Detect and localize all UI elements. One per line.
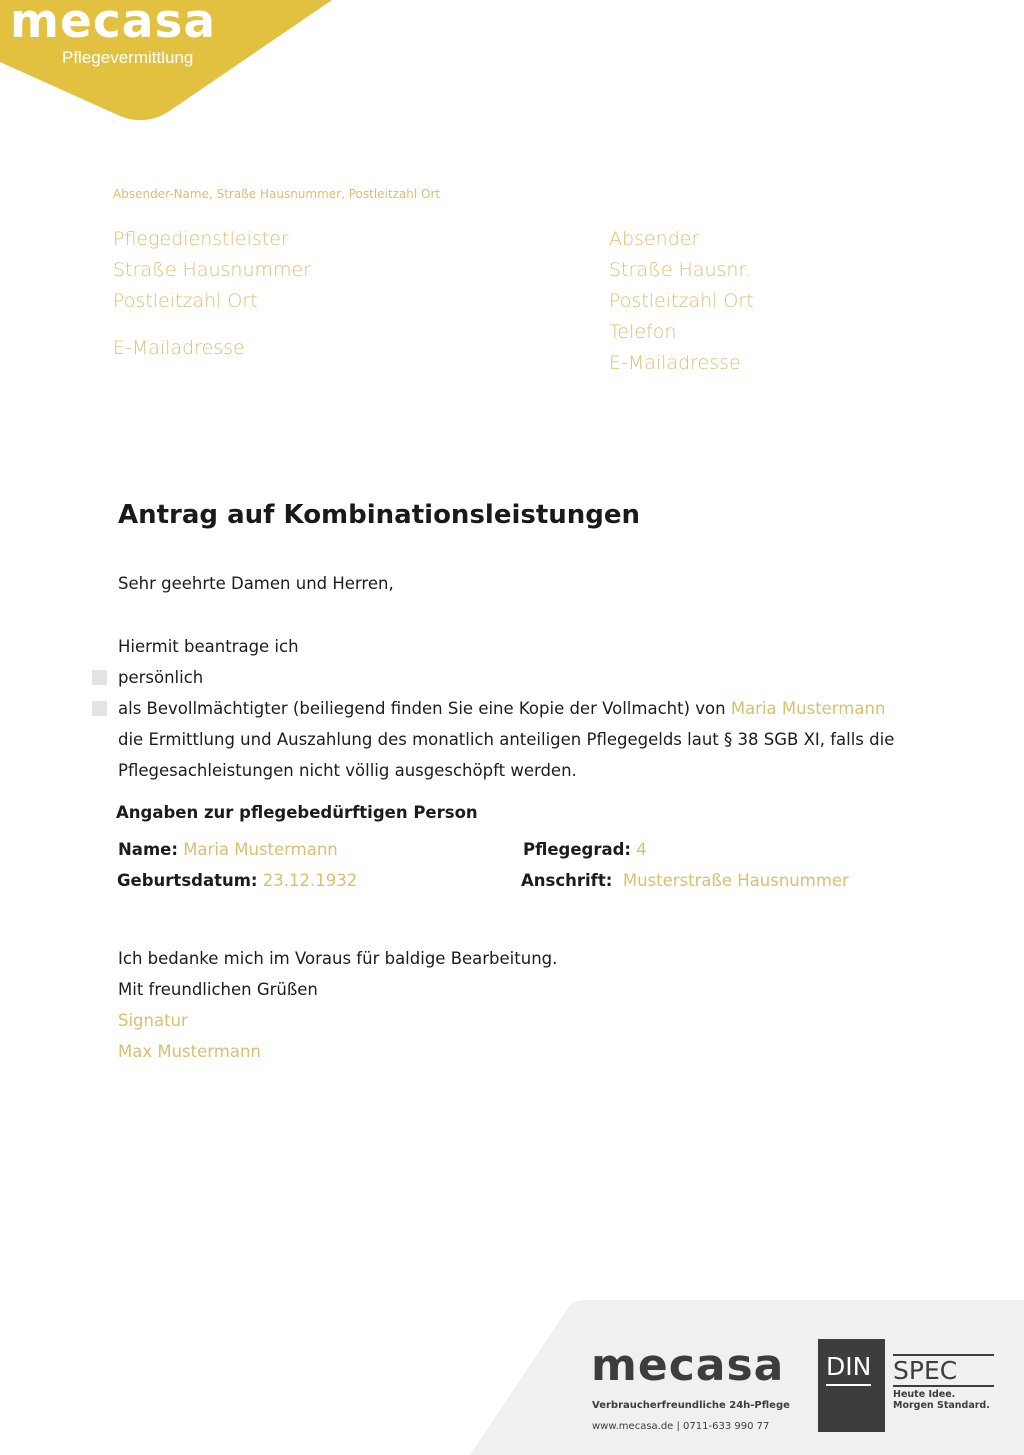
person-name-value: Maria Mustermann	[183, 840, 338, 859]
checkbox-authorized[interactable]	[92, 701, 107, 716]
recipient-email: E-Mailadresse	[113, 337, 245, 359]
option-personal-label: persönlich	[118, 668, 204, 687]
document-title: Antrag auf Kombinationsleistungen	[118, 500, 641, 530]
footer-logo-word: mecasa	[591, 1340, 785, 1391]
recipient-name: Pflegedienstleister	[113, 228, 289, 250]
sender-street: Straße Hausnr.	[609, 259, 751, 281]
person-birth-value: 23.12.1932	[262, 871, 358, 890]
person-section-heading: Angaben zur pflegebedürftigen Person	[116, 803, 478, 822]
closing-signature: Signatur	[118, 1011, 188, 1030]
checkbox-personal[interactable]	[92, 670, 107, 685]
person-grade-field	[523, 834, 647, 865]
intro-line: Hiermit beantrage ich	[118, 637, 299, 656]
person-name-label: Name:	[118, 840, 178, 859]
closing-block	[118, 943, 557, 1067]
footer-tagline: Verbraucherfreundliche 24h-Pflege	[592, 1400, 790, 1411]
person-grade-label: Pflegegrad:	[523, 840, 632, 859]
sender-return-line: Absender-Name, Straße Hausnummer, Postleitzahl Ort	[113, 187, 441, 201]
header-logo-subtitle: Pflegevermittlung	[62, 48, 194, 67]
letter-body	[118, 631, 894, 786]
person-address-value: Musterstraße Hausnummer	[622, 871, 849, 890]
authorized-for-name: Maria Mustermann	[730, 699, 886, 718]
spec-tagline-1: Heute Idee.	[893, 1389, 956, 1400]
header-logo-word: mecasa	[10, 0, 217, 49]
recipient-city: Postleitzahl Ort	[113, 290, 258, 312]
recipient-street: Straße Hausnummer	[113, 259, 312, 281]
closing-signer: Max Mustermann	[118, 1042, 261, 1061]
spec-logo	[893, 1354, 994, 1387]
sender-email: E-Mailadresse	[609, 352, 741, 374]
sender-address-block	[609, 224, 754, 379]
option-authorized-line	[118, 693, 894, 724]
salutation: Sehr geehrte Damen und Herren,	[118, 574, 394, 593]
sender-phone: Telefon	[609, 321, 677, 343]
option-authorized-label: als Bevollmächtigter (beiliegend finden Sie eine Kopie der Vollmacht) von	[118, 699, 726, 718]
recipient-address-block	[113, 224, 311, 364]
person-birth-field	[117, 865, 357, 896]
din-logo-text: DIN	[826, 1352, 871, 1386]
person-address-label: Anschrift:	[521, 871, 613, 890]
sender-city: Postleitzahl Ort	[609, 290, 754, 312]
person-address-field	[521, 865, 849, 896]
body-line-3: Pflegesachleistungen nicht völlig ausgeschöpft werden.	[118, 761, 577, 780]
closing-thanks: Ich bedanke mich im Voraus für baldige Bearbeitung.	[118, 949, 558, 968]
spec-logo-text: SPEC	[893, 1356, 994, 1387]
closing-regards: Mit freundlichen Grüßen	[118, 980, 318, 999]
sender-name: Absender	[609, 228, 700, 250]
person-name-field	[118, 834, 338, 865]
body-line-2: die Ermittlung und Auszahlung des monatlich anteiligen Pflegegelds laut § 38 SGB XI, falls die	[118, 730, 895, 749]
footer-contact: www.mecasa.de | 0711-633 990 77	[592, 1421, 770, 1432]
person-birth-label: Geburtsdatum:	[117, 871, 258, 890]
spec-tagline-2: Morgen Standard.	[893, 1400, 990, 1411]
person-grade-value: 4	[636, 840, 647, 859]
